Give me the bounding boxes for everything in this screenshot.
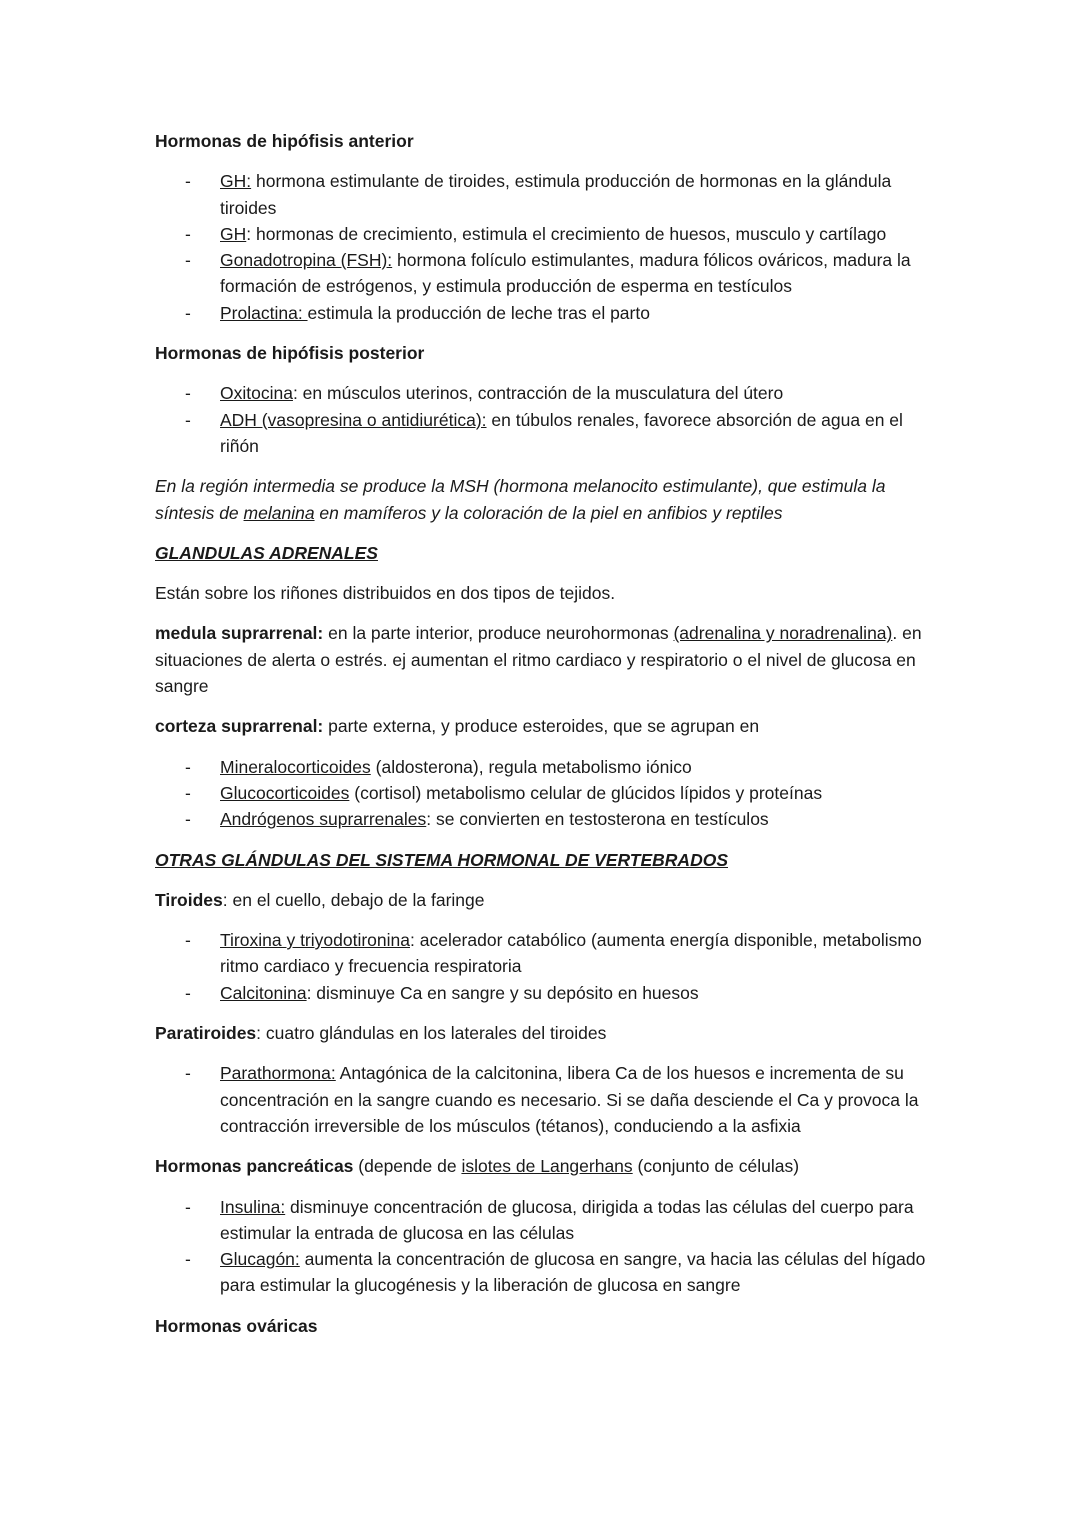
term: ADH (vasopresina o antidiurética):	[220, 409, 487, 430]
list-item	[155, 380, 945, 406]
tiroides-text: : en el cuello, debajo de la faringe	[222, 889, 485, 910]
term: Glucagón:	[220, 1249, 300, 1270]
list-item	[155, 927, 945, 980]
list-corteza	[155, 754, 945, 833]
pancreas-text-1: (depende de	[353, 1156, 462, 1177]
term: Calcitonina	[220, 982, 307, 1003]
term: Insulina:	[220, 1196, 286, 1217]
list-item	[155, 407, 945, 460]
term: Mineralocorticoides	[220, 756, 371, 777]
heading-otras-glandulas: OTRAS GLÁNDULAS DEL SISTEMA HORMONAL DE VERTEBRADOS	[155, 849, 728, 870]
list-item	[155, 1246, 945, 1299]
medula-paragraph	[155, 620, 945, 699]
list-paratiroides	[155, 1060, 945, 1139]
term: GH:	[220, 171, 252, 192]
list-item	[155, 221, 945, 247]
tiroides-paragraph	[155, 887, 945, 913]
medula-term: (adrenalina y noradrenalina)	[673, 623, 893, 644]
list-tiroides	[155, 927, 945, 1006]
term: GH	[220, 223, 247, 244]
medula-label: medula suprarrenal:	[155, 623, 324, 644]
document-body	[155, 128, 945, 1353]
list-item	[155, 780, 945, 806]
definition: hormona estimulante de tiroides, estimula producción de hormonas en la glándula tiroides	[220, 171, 892, 218]
definition: : hormonas de crecimiento, estimula el crecimiento de huesos, musculo y cartílago	[246, 223, 887, 244]
term: Andrógenos suprarrenales	[220, 809, 427, 830]
definition: : en músculos uterinos, contracción de la musculatura del útero	[292, 383, 784, 404]
list-hipofisis-posterior	[155, 380, 945, 459]
definition: (cortisol) metabolismo celular de glúcidos lípidos y proteínas	[349, 782, 823, 803]
list-item	[155, 806, 945, 832]
term: Glucocorticoides	[220, 782, 350, 803]
term: Oxitocina	[220, 383, 293, 404]
term: Parathormona:	[220, 1063, 336, 1084]
pancreas-text-2: (conjunto de células)	[632, 1156, 800, 1177]
definition: : se convierten en testosterona en testículos	[426, 809, 769, 830]
corteza-label: corteza suprarrenal:	[155, 716, 324, 737]
definition: : disminuye Ca en sangre y su depósito en huesos	[306, 982, 699, 1003]
list-item	[155, 1060, 945, 1139]
heading-hipofisis-anterior: Hormonas de hipófisis anterior	[155, 131, 414, 151]
list-item	[155, 300, 945, 326]
list-item	[155, 168, 945, 221]
list-item	[155, 247, 945, 300]
corteza-paragraph	[155, 713, 945, 739]
msh-paragraph	[155, 473, 945, 526]
definition: Antagónica de la calcitonina, libera Ca de los huesos e incrementa de su concentración en la sangre cuando es necesario. Si se daña desciende el Ca y provoca la contracción irreversible de los músculos (tétanos), conduciendo a la asfixia	[220, 1063, 919, 1136]
heading-hormonas-ovaricas: Hormonas ováricas	[155, 1315, 318, 1336]
corteza-text: parte externa, y produce esteroides, que se agrupan en	[323, 716, 760, 737]
paratiroides-text: : cuatro glándulas en los laterales del tiroides	[256, 1023, 607, 1044]
definition: en túbulos renales, favorece absorción de agua en el riñón	[220, 409, 903, 456]
pancreas-label: Hormonas pancreáticas	[155, 1156, 354, 1177]
term: Tiroxina y triyodotironina	[220, 930, 410, 951]
list-item	[155, 980, 945, 1006]
heading-hipofisis-posterior: Hormonas de hipófisis posterior	[155, 343, 425, 364]
paratiroides-paragraph	[155, 1020, 945, 1046]
definition: estimula la producción de leche tras el parto	[307, 302, 650, 323]
definition: disminuye concentración de glucosa, dirigida a todas las células del cuerpo para estimular la entrada de glucosa en las células	[220, 1196, 914, 1243]
msh-term: melanina	[243, 502, 315, 523]
definition: aumenta la concentración de glucosa en sangre, va hacia las células del hígado para estimular la glucogénesis y la liberación de glucosa en sangre	[220, 1249, 926, 1296]
list-item	[155, 754, 945, 780]
definition: hormona folículo estimulantes, madura fólicos ováricos, madura la formación de estrógenos, y estimula producción de esperma en testículos	[220, 250, 911, 297]
tiroides-label: Tiroides	[155, 889, 223, 910]
definition: : acelerador catabólico (aumenta energía disponible, metabolismo ritmo cardiaco y frecuencia respiratoria	[220, 930, 922, 977]
pancreas-paragraph	[155, 1153, 945, 1179]
definition: (aldosterona), regula metabolismo iónico	[370, 756, 692, 777]
term: Prolactina:	[220, 302, 308, 323]
medula-text-1: en la parte interior, produce neurohormonas	[323, 623, 674, 644]
medula-text-2: . en situaciones de alerta o estrés. ej aumentan el ritmo cardiaco y respiratorio o el nivel de glucosa en sangre	[155, 623, 922, 697]
list-hipofisis-anterior	[155, 168, 945, 326]
list-item	[155, 1194, 945, 1247]
term: Gonadotropina (FSH):	[220, 250, 393, 271]
list-pancreas	[155, 1194, 945, 1299]
pancreas-term: islotes de Langerhans	[461, 1156, 633, 1177]
adrenales-intro: Están sobre los riñones distribuidos en dos tipos de tejidos.	[155, 583, 616, 604]
heading-glandulas-adrenales: GLANDULAS ADRENALES	[155, 542, 378, 563]
msh-text-2: en mamíferos y la coloración de la piel en anfibios y reptiles	[314, 502, 783, 523]
msh-text-1: En la región intermedia se produce la MSH (hormona melanocito estimulante), que estimula la síntesis de	[155, 476, 886, 523]
paratiroides-label: Paratiroides	[155, 1023, 257, 1044]
